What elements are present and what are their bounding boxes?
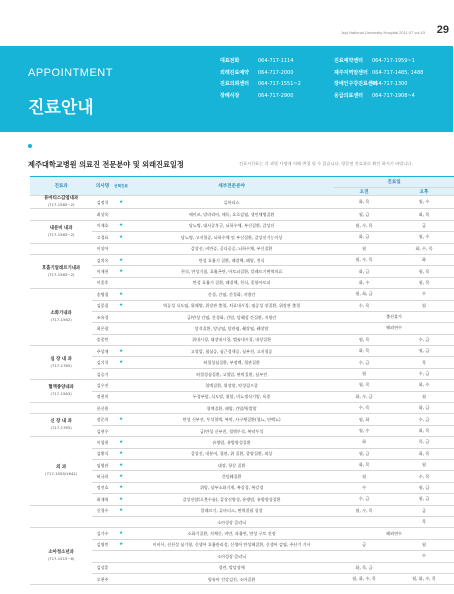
dept-cell — [30, 346, 92, 380]
header-am: 오전 — [334, 188, 394, 196]
phone-row — [220, 91, 452, 103]
dept-cell — [30, 243, 92, 254]
specialty: 갑상선, 비만증, 골다공증, 뇌하수체, 부신질환 — [129, 243, 334, 254]
phone-label: 외래진료예약 — [220, 69, 249, 76]
specialty: 당뇨병, 대사증후군, 뇌하수체, 부신질환, 갑상선 — [129, 220, 334, 231]
schedule-am: 월, 수 — [334, 425, 394, 436]
selective-star-icon — [113, 243, 129, 254]
schedule-am: 수, 금 — [334, 357, 394, 368]
dept-cell — [30, 414, 92, 437]
selective-star-icon: ★ — [113, 448, 129, 459]
specialty: 위내시경, 대장내시경, 캡슐내시경, 내장질환 — [129, 334, 334, 345]
dept-name: 혈액종양내과 — [48, 385, 74, 391]
doctor-name: 김영민 — [92, 539, 113, 550]
table-row — [30, 232, 454, 243]
selective-star-icon: ★ — [113, 232, 129, 243]
table-row — [30, 196, 454, 209]
schedule-pm: 화, 금 — [394, 403, 454, 414]
specialty: 에이즈, 말라리아, 매독, 요로감염, 생인체병질환 — [129, 209, 334, 220]
doctor-name: 김기석 — [92, 357, 113, 368]
specialty: 갑상선암(로봇수술), 갑상선양성, 유방암, 유방양성질환 — [129, 494, 334, 505]
schedule-pm: 월, 수 — [394, 232, 454, 243]
schedule-pm: 수, 목 — [394, 471, 454, 482]
schedule-am: 월 — [334, 471, 394, 482]
doctor-name: 최상욱 — [92, 209, 113, 220]
schedule-am: 해외연수 — [334, 323, 454, 334]
doctor-name: 장준희 — [92, 414, 113, 425]
selective-star-icon: ★ — [113, 289, 129, 300]
page-topbar — [0, 0, 453, 46]
schedule-am: 화, 목, 금 — [334, 562, 394, 573]
dept-name: 외 과 — [56, 464, 67, 470]
table-row — [30, 254, 454, 265]
selective-star-icon — [113, 311, 129, 322]
schedule-am: 금 — [334, 539, 394, 550]
table-row — [30, 573, 454, 584]
schedule-pm: 월, 금 — [394, 482, 454, 493]
selective-star-icon: ★ — [113, 220, 129, 231]
schedule-pm: 금 — [394, 505, 454, 516]
table-row — [30, 220, 454, 231]
table-row — [30, 368, 454, 379]
table-row — [30, 505, 454, 516]
table-row — [30, 414, 454, 425]
selective-star-icon — [113, 209, 129, 220]
specialty: 허혈성심질환, 고혈압, 판막질환, 심부전 — [129, 368, 334, 379]
doctor-name: 임영관 — [92, 459, 113, 470]
specialty: 급/만성 간염, 간경화, 간암, 담췌성 간질환, 지방간 — [129, 311, 334, 322]
schedule-table — [30, 176, 454, 585]
schedule-am: 월, 금 — [334, 448, 394, 459]
schedule-pm: 월 — [394, 459, 454, 470]
doctor-name — [92, 516, 113, 527]
phone-directory — [220, 56, 452, 102]
schedule-pm: 화 — [394, 254, 454, 265]
schedule-am: 월, 금 — [334, 209, 394, 220]
schedule-pm: 화, 수, 목 — [394, 243, 454, 254]
specialty: 간경, 간염, 간경화, 지방간 — [129, 289, 334, 300]
doctor-name: 허규희 — [92, 471, 113, 482]
specialty: 두경부암, 식도암, 위암, 비뇨생식기암, 육종 — [129, 391, 334, 402]
schedule-pm: 수 — [394, 551, 454, 562]
specialty: 알레르기, 류마티스, 면역결핍 성장 — [129, 505, 334, 516]
table-row — [30, 437, 454, 448]
dept-phone: (717-1565~2) — [47, 271, 75, 277]
selective-star-icon: ★ — [113, 482, 129, 493]
doctor-name: 이종후 — [92, 277, 113, 288]
specialty: 만성 호흡기 질환, 폐결핵, 폐암, 천식 — [129, 254, 334, 265]
dept-phone: (717-1515~6) — [47, 556, 75, 562]
schedule-pm: 월, 수 — [394, 196, 454, 209]
doctor-name: 김치욱 — [92, 254, 113, 265]
table-row — [30, 448, 454, 459]
schedule-pm: 목, 금 — [394, 437, 454, 448]
schedule-pm: 수, 금 — [394, 368, 454, 379]
doctor-name: 최은광 — [92, 323, 113, 334]
doctor-name: 조유경 — [92, 311, 113, 322]
specialty: 위암, 상부소화기계, 복강경, 복강경 — [129, 482, 334, 493]
dept-cell — [30, 209, 92, 220]
schedule-pm: 금 — [394, 220, 454, 231]
header-schedule: 진료일 — [334, 177, 454, 188]
doctor-name: 한신원 — [92, 403, 113, 414]
table-row — [30, 300, 454, 311]
header-doctor: 의사명 — [92, 177, 113, 196]
dept-cell — [30, 403, 92, 414]
doctor-name: 오현주 — [92, 573, 113, 584]
selective-star-icon — [113, 562, 129, 573]
table-row — [30, 391, 454, 402]
selective-star-icon — [113, 277, 129, 288]
schedule-am: 수, 목 — [334, 403, 394, 414]
table-row — [30, 357, 454, 368]
phone-number: 064-717-1485, 1488 — [372, 69, 424, 76]
schedule-am: 수 — [334, 482, 394, 493]
dept-phone: (717-1565~2) — [47, 202, 75, 208]
dept-name: 소아청소년과 — [48, 550, 74, 556]
schedule-am — [334, 551, 394, 562]
specialty: 천식, 만성기침, 호흡곤란, 아토피질환, 알레르기면역치료 — [129, 266, 334, 277]
dept-cell — [30, 254, 92, 288]
schedule-pm: 월, 목 — [394, 277, 454, 288]
schedule-am: 월, 목 — [334, 380, 394, 391]
schedule-pm: 월, 금 — [394, 346, 454, 357]
table-row — [30, 277, 454, 288]
dept-phone: (717-1565~2) — [47, 231, 75, 237]
schedule-am: 월, 수, 목 — [334, 220, 394, 231]
doctor-name: 신경수 — [92, 505, 113, 516]
schedule-pm: 월, 목 — [394, 266, 454, 277]
selective-star-icon: ★ — [113, 196, 129, 209]
table-row — [30, 380, 454, 391]
schedule-pm — [394, 562, 454, 573]
doctor-name: 이철현 — [92, 437, 113, 448]
schedule-am: 수, 금 — [334, 494, 394, 505]
header-specialty: 세부전문분야 — [129, 177, 334, 196]
selective-star-icon — [113, 368, 129, 379]
specialty: 류마티스 — [129, 196, 334, 209]
header-eyebrow: APPOINTMENT — [28, 67, 113, 79]
doctor-name: 김상훈 — [92, 562, 113, 573]
selective-star-icon: ★ — [113, 266, 129, 277]
dept-phone: (717-1559/1642) — [45, 470, 78, 476]
selective-star-icon: ★ — [113, 346, 129, 357]
schedule-note: 진료시간표는 각 과별 사정에 의해 변경 될 수 있습니다. 방문전 진료과로 확인 하시기 바랍니다. — [239, 161, 413, 166]
page-title: 진료안내 — [28, 98, 94, 118]
doctor-name: 송종민 — [92, 334, 113, 345]
selective-star-icon — [113, 573, 129, 584]
table-row — [30, 243, 454, 254]
specialty: 소아성장 클리닉 — [129, 551, 334, 562]
schedule-am: 화, 금 — [334, 266, 394, 277]
specialty: 당뇨병, 고지혈증, 뇌하수체 및 부신질환, 갑상선기능이상 — [129, 232, 334, 243]
phone-row — [220, 56, 452, 68]
phone-label: 제주지역암센터 — [334, 69, 368, 76]
schedule-pm: 화, 목 — [394, 448, 454, 459]
doctor-name — [92, 551, 113, 562]
table-row — [30, 266, 454, 277]
schedule-am: 월, 화, 수, 목 — [334, 573, 394, 584]
selective-star-icon: ★ — [113, 528, 129, 539]
phone-number: 064-717-1551~2 — [258, 81, 301, 87]
specialty: 역류성 식도염, 위궤양, 위장관 출혈, 치료내시경, 염증성 장질환, 위장관 출혈 — [129, 300, 334, 311]
schedule-am: 월 — [334, 368, 394, 379]
dept-cell — [30, 220, 92, 243]
doctor-name: 정현미 — [92, 391, 113, 402]
doctor-name: 송병철 — [92, 289, 113, 300]
schedule-am: 수, 목 — [334, 300, 394, 311]
phone-label: 장애인구강진료센터 — [334, 81, 378, 87]
selective-star-icon — [113, 551, 129, 562]
schedule-pm: 화, 목 — [394, 425, 454, 436]
phone-row — [220, 79, 452, 91]
bullet-icon — [28, 144, 32, 148]
phone-number: 064-717-1908~4 — [372, 92, 415, 99]
dept-cell — [30, 437, 92, 505]
schedule-am: 해외연수 — [334, 528, 454, 539]
table-row — [30, 425, 454, 436]
specialty: 간담췌질환 — [129, 471, 334, 482]
schedule-am: 화, 목 — [334, 196, 394, 209]
selective-star-icon: ★ — [113, 539, 129, 550]
doctor-name: 최재혁 — [92, 494, 113, 505]
page-number: 29 — [436, 24, 449, 36]
selective-star-icon: ★ — [113, 494, 129, 505]
table-row — [30, 551, 454, 562]
schedule-am: 월, 목 — [334, 334, 394, 345]
schedule-pm: 화, 목 — [394, 209, 454, 220]
phone-label: 장례식장 — [220, 92, 240, 99]
schedule-am: 화, 수 — [334, 277, 394, 288]
phone-number: 064-717-2900 — [258, 92, 294, 99]
specialty: 허혈성심질환, 부정맥, 혈관질환 — [129, 357, 334, 368]
schedule-pm: 목 — [394, 357, 454, 368]
schedule-pm: 월 — [394, 300, 454, 311]
schedule-pm: 목 — [394, 516, 454, 527]
doctor-name: 주상재 — [92, 346, 113, 357]
dept-cell — [30, 196, 92, 209]
schedule-am: 출산휴가 — [334, 311, 454, 322]
schedule-pm: 월, 화, 수, 목 — [394, 573, 454, 584]
schedule-am: 화, 수, 금 — [334, 391, 394, 402]
selective-star-icon — [113, 403, 129, 414]
selective-star-icon: ★ — [113, 471, 129, 482]
specialty: 영유아 건강검진, 소아질환 — [129, 573, 334, 584]
specialty: 소화기질환, 저체중, 비만, 과흡연, 만성 구토 진정 — [129, 528, 334, 539]
dept-cell — [30, 528, 92, 585]
dept-cell — [30, 505, 92, 528]
schedule-am: 월, 수, 목 — [334, 254, 394, 265]
specialty: 만성 신부전, 투석혈액, 복막, 사구체질환(혈뇨, 단백뇨) — [129, 414, 334, 425]
doctor-name: 김승기 — [92, 368, 113, 379]
dept-name: 심 장 내 과 — [50, 356, 72, 362]
doctor-name: 고경표 — [92, 232, 113, 243]
schedule-am: 화 — [334, 437, 394, 448]
dept-name: 내분비 내과 — [49, 225, 73, 231]
dept-cell — [30, 380, 92, 403]
table-row — [30, 323, 454, 334]
table-row — [30, 482, 454, 493]
schedule-am — [334, 516, 394, 527]
selective-star-icon — [113, 391, 129, 402]
phone-number: 064-717-2000 — [258, 69, 294, 76]
schedule-am: 화, 목 — [334, 346, 394, 357]
selective-star-icon: ★ — [113, 254, 129, 265]
phone-label: 대표전화 — [220, 58, 240, 64]
phone-label: 진료의뢰센터 — [220, 81, 249, 87]
doctor-name: 김현우 — [92, 425, 113, 436]
header-dept: 진료과 — [30, 177, 92, 196]
phone-number: 064-717-1959~1 — [372, 58, 415, 64]
dept-name: 류마티스감염내과 — [44, 196, 79, 202]
dept-phone: (717-1765) — [50, 362, 72, 368]
dept-phone: (717-1563) — [50, 391, 72, 397]
schedule-pm: 수, 금 — [394, 334, 454, 345]
dept-name: 신 장 내 과 — [50, 419, 72, 425]
phone-number: 064-717-1114 — [258, 58, 294, 64]
table-row — [30, 334, 454, 345]
dept-name: 소화기내과 — [50, 311, 72, 317]
specialty: 갑상선, 내분비, 혈관, 위 질환, 종양질환, 외상 — [129, 448, 334, 459]
dept-phone: (717-1562) — [50, 317, 72, 323]
schedule-am: 월, 화 — [334, 414, 394, 425]
phone-label: 응급의료센터 — [334, 92, 363, 99]
doctor-name: 김종집 — [92, 300, 113, 311]
selective-star-icon — [113, 334, 129, 345]
specialty: 급/만성 신부전, 혈액투석, 복막투석 — [129, 425, 334, 436]
dept-cell — [30, 289, 92, 346]
specialty: 경련, 발달장애 — [129, 562, 334, 573]
phone-label: 진료예약센터 — [334, 58, 363, 64]
schedule-am: 화, 목 — [334, 459, 394, 470]
selective-star-icon: ★ — [113, 505, 129, 516]
specialty: 고혈압, 협심증, 심근경색증, 심부전, 고지혈증 — [129, 346, 334, 357]
appointment-header — [0, 46, 453, 132]
table-row — [30, 403, 454, 414]
table-row — [30, 539, 454, 550]
schedule-pm: 월 — [394, 539, 454, 550]
phone-number: 064-717-1300 — [372, 81, 408, 87]
specialty: 대장, 항문 질환 — [129, 459, 334, 470]
selective-star-icon: ★ — [113, 414, 129, 425]
selective-star-icon — [113, 380, 129, 391]
specialty: 소아성장 클리닉 — [129, 516, 334, 527]
doctor-name: 김정석 — [92, 196, 113, 209]
doctor-name: 이재호 — [92, 220, 113, 231]
selective-star-icon: ★ — [113, 357, 129, 368]
specialty: 이비사, 선천성 심기형, 신생아 호흡관리성, 신생아 만성폐질환, 신생아 감염, 주산기 기사 — [129, 539, 334, 550]
specialty: 유방암, 유방양성질환 — [129, 437, 334, 448]
schedule-pm: 월, 금 — [394, 494, 454, 505]
dept-name: 호흡기알레르기내과 — [42, 265, 81, 271]
schedule-am: 월, 화, 금 — [334, 289, 394, 300]
selective-star-icon: ★ — [113, 437, 129, 448]
table-row — [30, 494, 454, 505]
table-row — [30, 289, 454, 300]
doctor-name: 김우진 — [92, 380, 113, 391]
doctor-name: 이상아 — [92, 243, 113, 254]
doctor-name: 정진호 — [92, 482, 113, 493]
schedule-pm: 월 — [394, 391, 454, 402]
table-row — [30, 209, 454, 220]
selective-star-icon: ★ — [113, 300, 129, 311]
phone-row — [220, 68, 452, 80]
doctor-name: 이재천 — [92, 266, 113, 277]
specialty: 혈액질환, 위장암, 악성림프종 — [129, 380, 334, 391]
selective-star-icon — [113, 516, 129, 527]
header-pm: 오후 — [394, 188, 454, 196]
table-row — [30, 516, 454, 527]
section-title: 제주대학교병원 의료진 전문분야 및 외래진료일정 — [28, 160, 184, 169]
schedule-pm: 수, 금 — [394, 414, 454, 425]
table-row — [30, 528, 454, 539]
doctor-name: 김황식 — [92, 448, 113, 459]
schedule-am: 월 — [334, 243, 394, 254]
table-row — [30, 459, 454, 470]
schedule-am: 화, 금 — [334, 232, 394, 243]
selective-star-icon: ★ — [113, 459, 129, 470]
specialty: 담석질환, 담낭염, 담관염, 췌장염, 췌장암 — [129, 323, 334, 334]
dept-phone: (717-1765) — [50, 425, 72, 431]
specialty: 혈액질환, 폐암, 간암/원발암 — [129, 403, 334, 414]
selective-star-icon — [113, 323, 129, 334]
header-select: 선택진료 — [113, 177, 129, 196]
schedule-pm: 수 — [394, 289, 454, 300]
doctor-name: 김가수 — [92, 528, 113, 539]
table-row — [30, 471, 454, 482]
selective-star-icon — [113, 425, 129, 436]
schedule-pm: 화, 수 — [394, 380, 454, 391]
table-row — [30, 346, 454, 357]
schedule-am: 월, 수, 목 — [334, 505, 394, 516]
table-row — [30, 562, 454, 573]
table-row — [30, 311, 454, 322]
specialty: 만성 호흡기 질환, 폐결핵, 천식, 종합아토피 — [129, 277, 334, 288]
issue-line: Jeju National University Hospital 2011.07 vol.43 — [340, 30, 425, 35]
